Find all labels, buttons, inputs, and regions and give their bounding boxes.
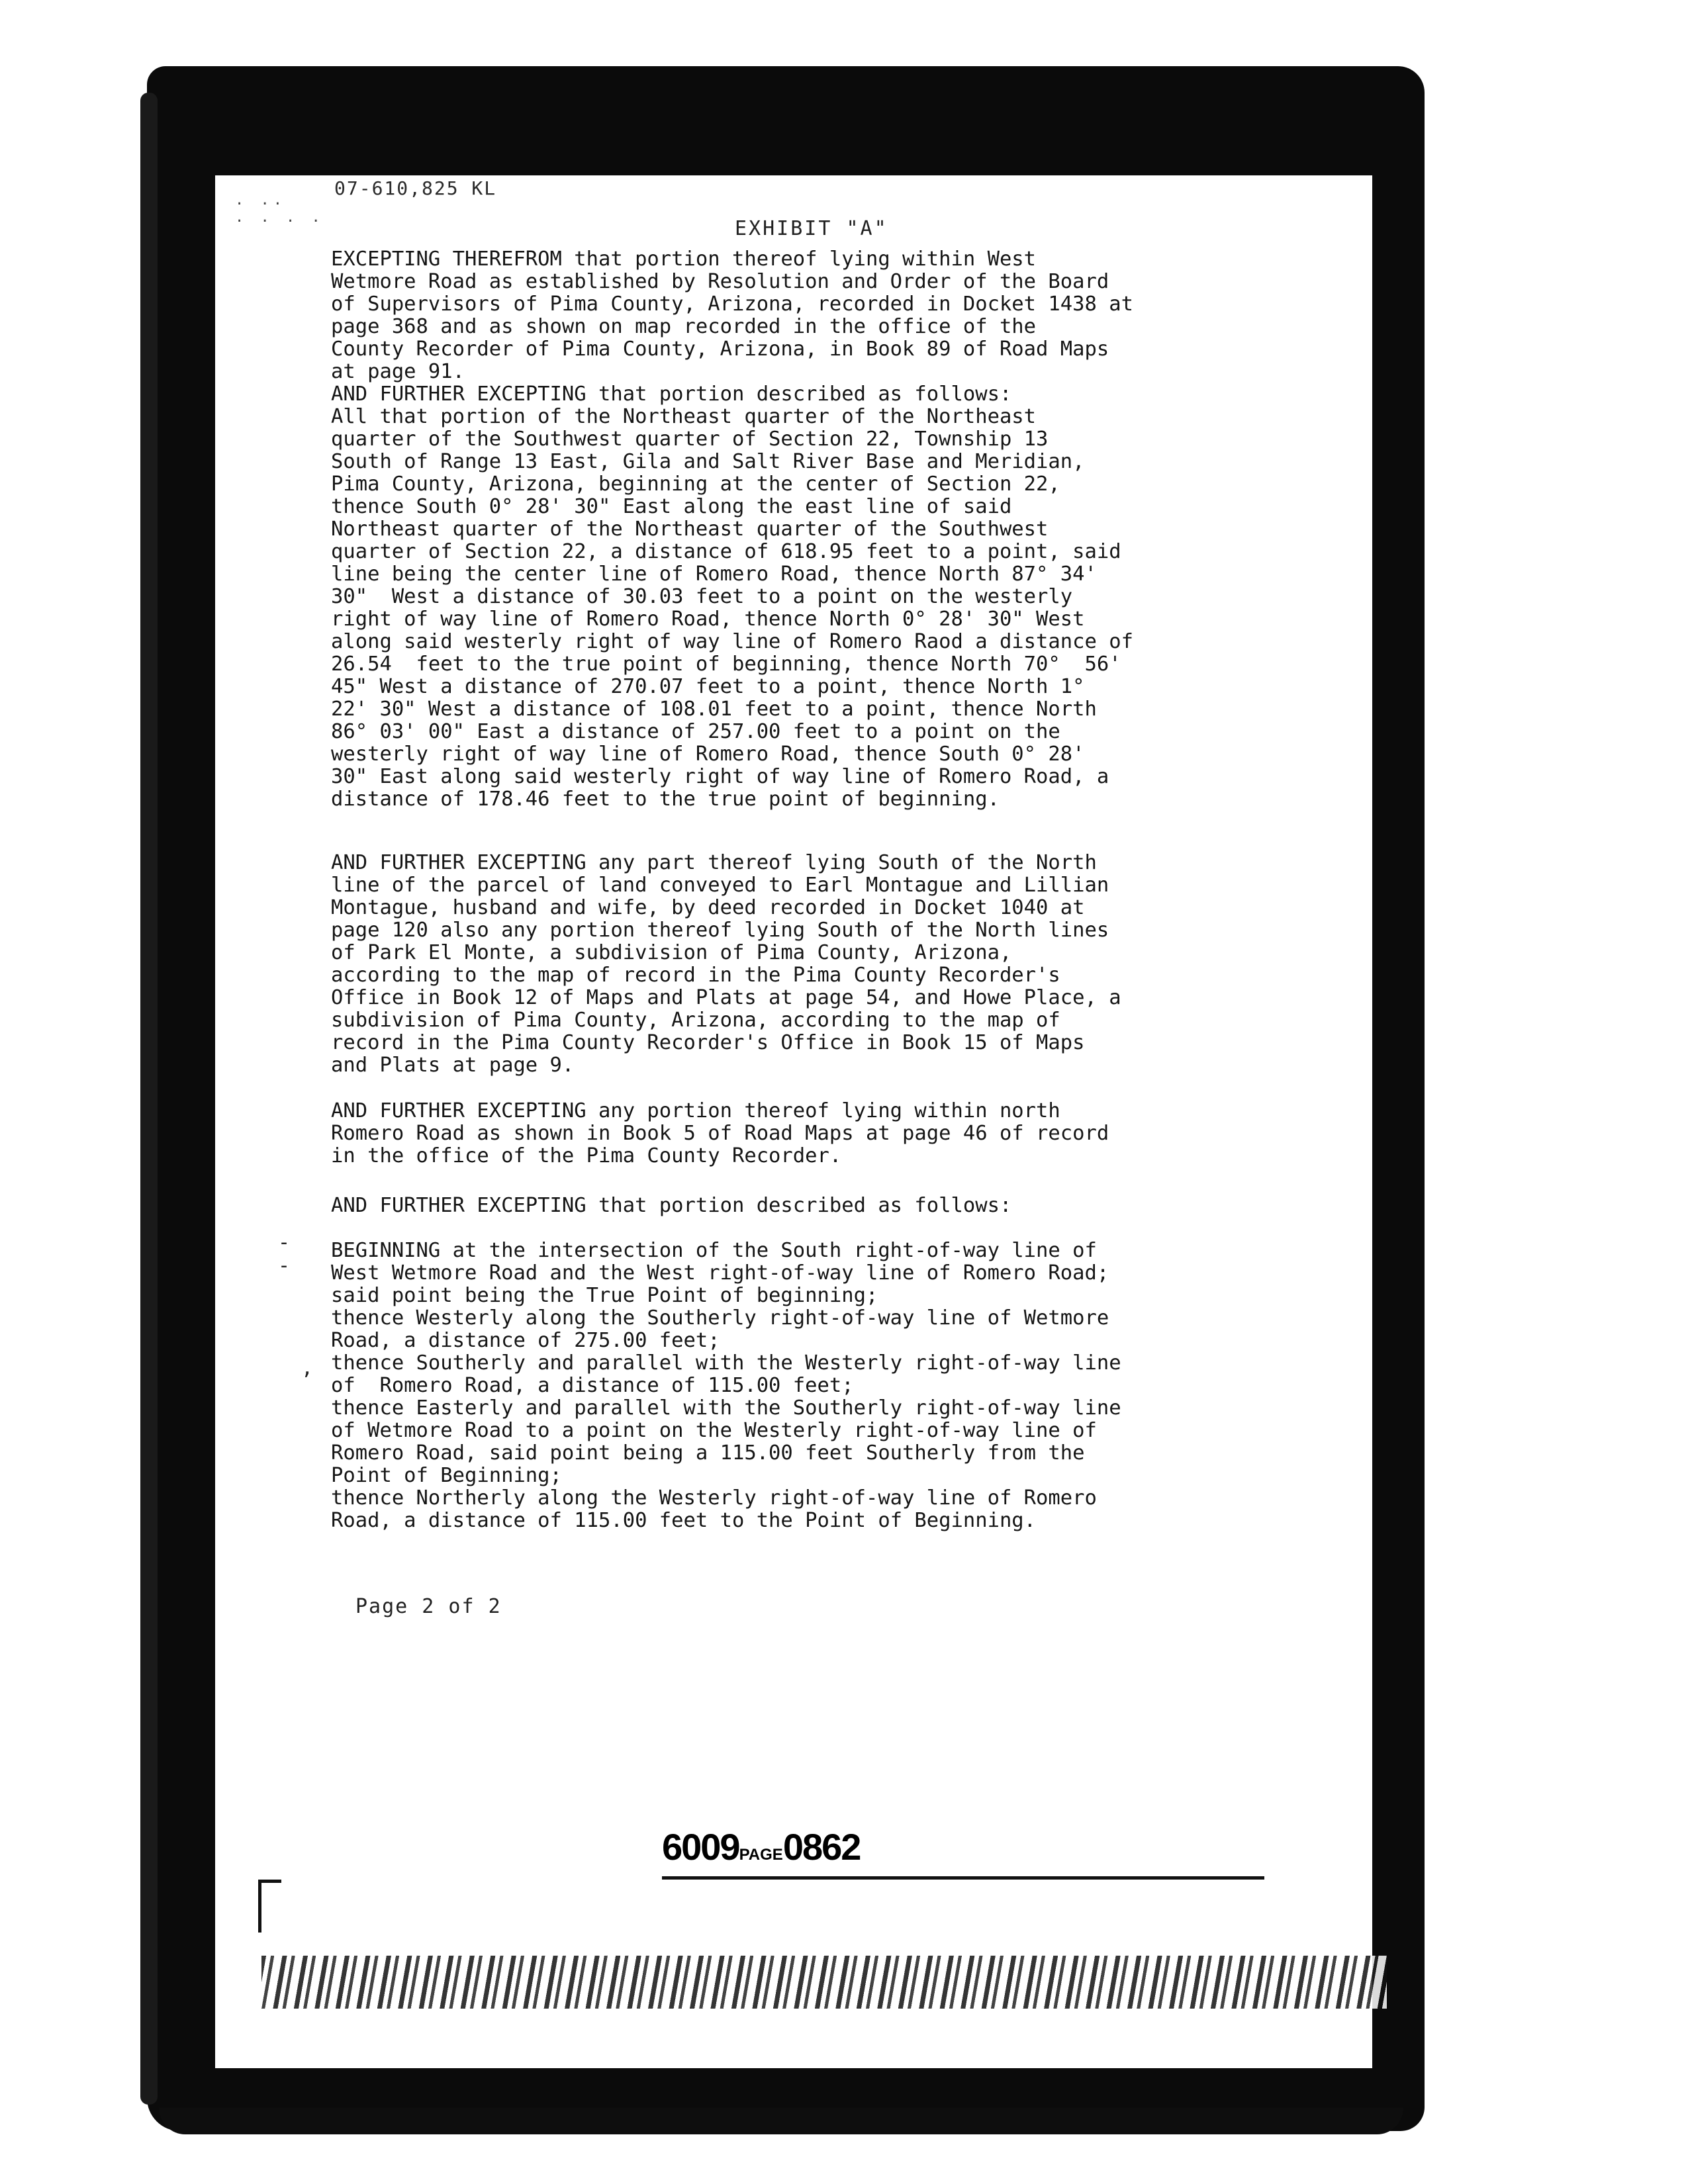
margin-mark: - — [278, 1254, 291, 1277]
document-id: 07-610,825 KL — [334, 177, 497, 199]
margin-mark: - — [278, 1231, 291, 1254]
exception-paragraph-3: AND FURTHER EXCEPTING any portion thereof lying within north Romero Road as shown in Book 5 of Road Maps at page 46 of record in the office of the Pima County Recorder. — [331, 1099, 1109, 1167]
exhibit-title: EXHIBIT "A" — [735, 217, 888, 240]
recording-page-number: 0862 — [782, 1826, 861, 1868]
exception-paragraph-1: EXCEPTING THEREFROM that portion thereof lying within West Wetmore Road as established by Resolution and Order of the Board of Supervisors of Pima County, Arizona, recorded in Docket 1438 at page 368 and as shown on map recorded in the office of the County Recorder of Pima County, Arizona, in Book 89 of Road Maps at page 91. AND FURTHER EXCEPTING that portion described as follows: All that portion of the Northeast quarter of the Northeast quarter of the Southwest quarter of Section 22, Township 13 South of Range 13 East, Gila and Salt River Base and Meridian, Pima County, Arizona, beginning at the center of Section 22, thence South 0° 28' 30" East along the east line of said Northeast quarter of the Northeast quarter of the Southwest quarter of Section 22, a distance of 618.95 feet to a point, said line being the center line of Romero Road, thence North 87° 34' 30" West a distance of 30.03 feet to a point on the westerly right of way line of Romero Road, thence North 0° 28' 30" West along said westerly right of way line of Romero Raod a distance of 26.54 feet to the true point of beginning, thence North 70° 56' 45" West a distance of 270.07 feet to a point, thence North 1° 22' 30" West a distance of 108.01 feet to a point, thence North 86° 03' 00" East a distance of 257.00 feet to a point on the westerly right of way line of Romero Road, thence South 0° 28' 30" East along said westerly right of way line of Romero Road, a distance of 178.46 feet to the true point of beginning. — [331, 248, 1133, 811]
corner-bracket — [258, 1880, 281, 1933]
exception-paragraph-2: AND FURTHER EXCEPTING any part thereof lying South of the North line of the parcel of land conveyed to Earl Montague and Lillian Montague, husband and wife, by deed recorded in Docket 1040 at page 120 also any portion thereof lying South of the North lines of Park El Monte, a subdivision of Pima County, Arizona, according to the map of record in the Pima County Recorder's Office in Book 12 of Maps and Plats at page 54, and Howe Place, a subdivision of Pima County, Arizona, according to the map of record in the Pima County Recorder's Office in Book 15 of Maps and Plats at page 9. — [331, 851, 1121, 1077]
photocopy-border-left-edge — [140, 93, 158, 2105]
photocopy-border-bottom-edge — [159, 2108, 1403, 2134]
scan-noise-strip — [261, 1956, 1387, 2009]
scan-noise-specks: . .. . . . . — [235, 192, 324, 226]
exception-paragraph-5: BEGINNING at the intersection of the South right-of-way line of West Wetmore Road and the West right-of-way line of Romero Road; said point being the True Point of beginning; thence Westerly along the Southerly right-of-way line of Wetmore Road, a distance of 275.00 feet; thence Southerly and parallel with the Westerly right-of-way line of Romero Road, a distance of 115.00 feet; thence Easterly and parallel with the Southerly right-of-way line of Wetmore Road to a point on the Westerly right-of-way line of Romero Road, said point being a 115.00 feet Southerly from the Point of Beginning; thence Northerly along the Westerly right-of-way line of Romero Road, a distance of 115.00 feet to the Point of Beginning. — [331, 1239, 1121, 1532]
page-number: Page 2 of 2 — [355, 1595, 502, 1618]
exception-paragraph-4: AND FURTHER EXCEPTING that portion described as follows: — [331, 1194, 1012, 1217]
page-word: PAGE — [739, 1846, 783, 1864]
recording-book-page-stamp — [662, 1825, 860, 1868]
signature-rule — [662, 1876, 1264, 1880]
margin-mark: , — [301, 1357, 314, 1380]
book-number: 6009 — [662, 1826, 739, 1868]
